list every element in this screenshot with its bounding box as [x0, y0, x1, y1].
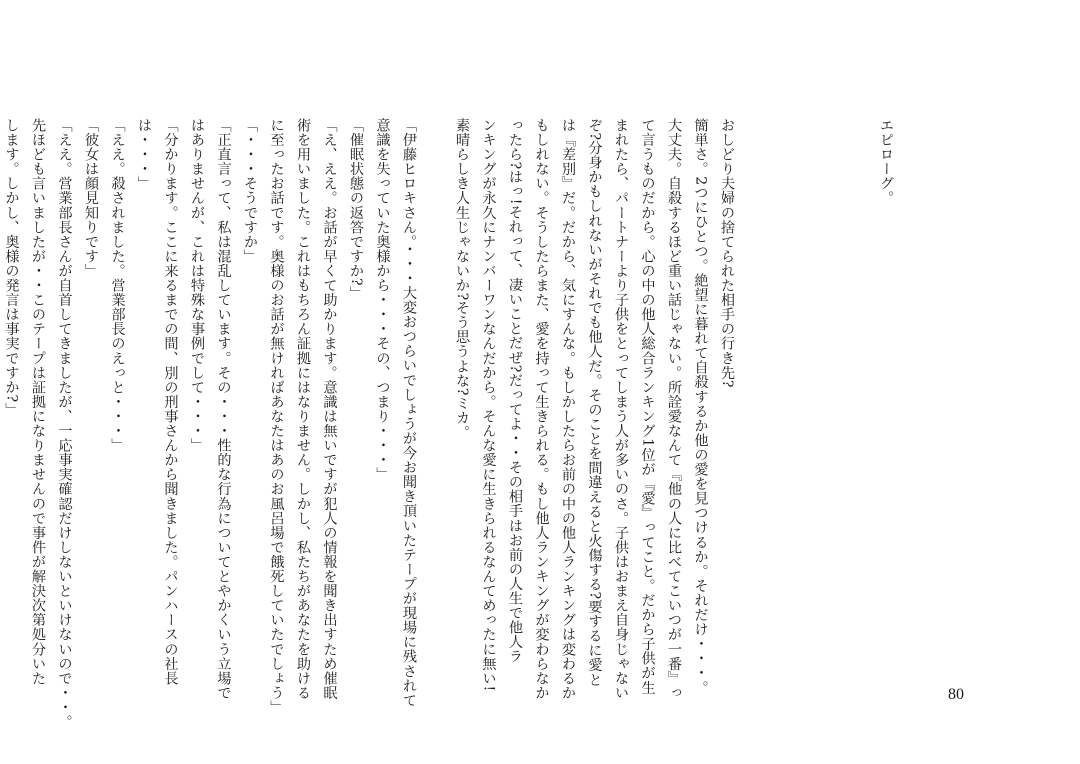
text-line: 意識を失っていた奥様から・・・その、つまり・・・」	[374, 118, 391, 482]
text-line: もしれない。そうしたらまた、愛を持って生きられる。もし他人ランキングが変わらなか	[533, 118, 550, 700]
text-line: 術を用いました。これはもちろん証拠にはなりません。しかし、私たちがあなたを助ける	[295, 118, 311, 700]
chapter-heading: エピローグ。	[878, 118, 894, 206]
text-line: は『差別』だ。だから、気にすんな。もしかしたらお前の中の他人ランキングは変わるか	[560, 118, 576, 700]
text-line: 「伊藤ヒロキさん。・・・大変おつらいでしょうが今お聞き頂いたテープが現場に残されて	[401, 118, 417, 708]
text-line: ったら?はっ!それって、凄いことだぜ?だってよ・・その相手はお前の人生で他人ラ	[507, 118, 523, 664]
text-line: 「正直言って、私は混乱しています。その・・・性的な行為についてとやかくいう立場で	[215, 118, 232, 700]
text-line: 簡単さ。2つにひとつ。絶望に暮れて自殺するか他の愛を見つけるか。それだけ・・・。	[692, 118, 709, 695]
text-line: 素晴らしき人生じゃないか?そう思うよな?ミカ。	[454, 118, 470, 440]
text-line: まれたら、パートナーより子供をとってしまう人が多いのさ。子供はおまえ自身じゃない	[613, 118, 629, 700]
text-line: て言うものだから。心の中の他人総合ランキング1位が『愛』ってこと。だから子供が生	[639, 118, 656, 695]
text-line: ンキングが永久にナンバーワンなんだから。そんな愛に生きられるなんてめったに無い!	[480, 118, 497, 692]
text-line: に至ったお話です。奥様のお話が無ければあなたはあのお風呂場で餓死していたでしょう」	[268, 118, 285, 715]
heading-spacer	[793, 118, 820, 718]
text-line: 「え、ええ。お話が早くて助かります。意識は無いですが犯人の情報を聞き出すため催眠	[321, 118, 338, 700]
vertical-text-body	[0, 118, 952, 730]
text-line: 「・・・そうですか」	[242, 118, 258, 264]
text-line: は・・・」	[136, 118, 152, 191]
text-line: 「彼女は顔見知りです」	[83, 118, 99, 279]
text-line: はありませんが、これは特殊な事例でして・・・」	[189, 118, 205, 453]
text-line: 「分かります。ここに来るまでの間、別の刑事さんから聞きました。パンハースの社長	[162, 118, 179, 686]
text-line: 「ええ。営業部長さんが自首してきましたが、一応事実確認だけしないといけないので・・。	[56, 118, 73, 730]
text-line: 「催眠状態の返答ですか?」	[348, 118, 364, 301]
text-line: ぞ?分身かもしれないがそれでも他人だ。そのことを間違えると火傷する?要するに愛と	[586, 118, 603, 687]
page-number: 80	[948, 686, 964, 703]
text-line: おしどり夫婦の捨てられた相手の行き先?	[719, 118, 735, 388]
text-line: 先ほども言いましたが・・このテープは証拠になりませんので事件が解決次第処分いた	[30, 118, 46, 686]
paragraph-spacer	[422, 118, 449, 718]
text-line: 「ええ。殺されました。営業部長のえっと・・・」	[109, 118, 126, 453]
text-line: 大丈夫。自殺するほど重い話じゃない。所詮愛なんて『他の人に比べてこいつが一番』っ	[666, 118, 682, 700]
text-line: します。しかし、奥様の発言は事実ですか?」	[3, 118, 20, 417]
